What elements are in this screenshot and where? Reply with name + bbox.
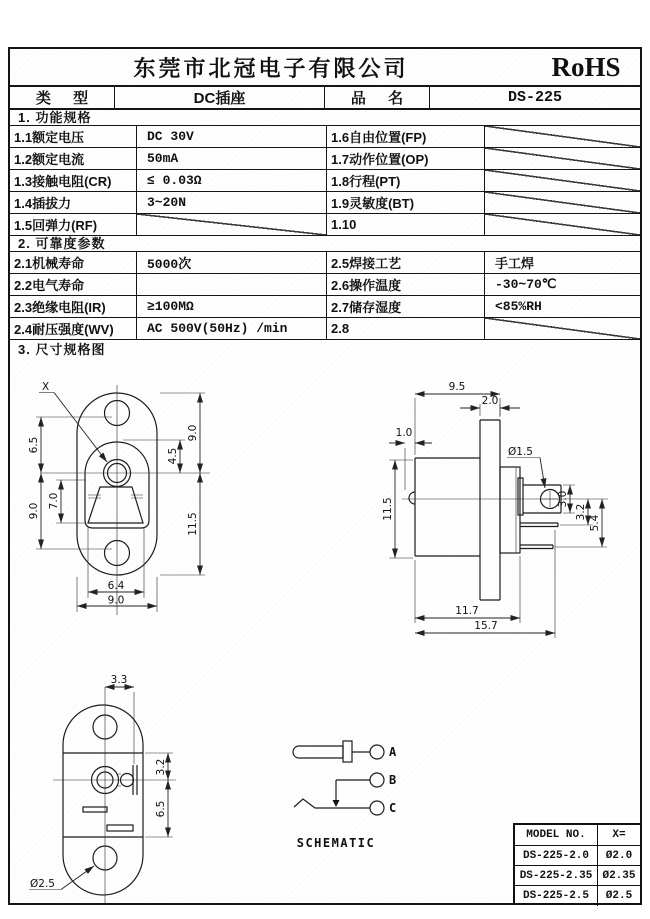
model-no: DS-225-2.5 [515,886,598,906]
dim-back-tab-offset: 3.3 [110,674,128,686]
dim-side-pin-dia: Ø1.5 [508,446,533,458]
section3-title: 3. 尺寸规格图 [18,342,106,357]
front-view [28,381,210,615]
x-dim: Ø2.5 [605,890,633,902]
spec-label: 2.6操作温度 [327,274,485,295]
schematic-diagram [293,741,397,850]
dim-front-width-inner: 6.4 [107,580,125,592]
spec-value: 5000次 [137,252,327,273]
type-label: 类 型 [10,87,115,108]
dim-front-right-lower: 11.5 [187,512,199,536]
spec-value: <85%RH [495,299,542,314]
table-row [10,126,640,148]
spec-label: 1.5回弹力(RF) [10,214,137,235]
dim-side-pin-height: 3.0 [557,490,569,508]
table-row [10,252,640,274]
spec-label: 1.4插拔力 [10,192,137,213]
table-row [10,170,640,192]
rohs-mark: RoHS [551,51,621,82]
back-view [29,674,176,903]
x-dim: Ø2.0 [605,849,633,862]
model-no: DS-225-2.35 [515,866,598,885]
dim-back-lower: 6.5 [155,800,167,818]
table-row [10,192,640,214]
spec-value-empty [485,318,640,339]
spec-value-empty [485,214,640,235]
dim-side-height: 11.5 [382,497,394,521]
table-row [515,866,640,886]
table-row [10,274,640,296]
schematic-title: SCHEMATIC [296,836,376,850]
spec-label: 1.7动作位置(OP) [327,148,485,169]
type-value: DC插座 [115,87,325,108]
model-table [513,823,642,905]
part-name-value: DS-225 [507,89,562,106]
spec-value: DC 30V [137,126,327,147]
section1-title: 1. 功能规格 [10,110,640,126]
table-row [515,886,640,906]
spec-value-empty [485,148,640,169]
section2-title: 2. 可靠度参数 [10,236,640,252]
spec-value: ≤ 0.03Ω [137,170,327,191]
spec-value: 手工焊 [495,257,535,272]
dim-back-hole-dia: Ø2.5 [30,878,55,890]
dim-side-flange: 2.0 [481,395,499,407]
dim-front-right-inner: 4.5 [167,447,179,465]
spec-label: 1.9灵敏度(BT) [327,192,485,213]
spec-value-empty [137,274,327,295]
table-row [10,214,640,236]
spec-value-empty [485,192,640,213]
company-name: 东莞市北冠电子有限公司 [133,55,409,81]
spec-label: 2.5焊接工艺 [327,252,485,273]
table-row [10,148,640,170]
side-view [382,381,608,638]
spec-label: 1.6自由位置(FP) [327,126,485,147]
schematic-terminal-a: A [389,745,397,759]
dim-side-body-depth: 11.7 [455,605,479,617]
part-name-label: 品 名 [325,87,430,108]
spec-value: -30~70℃ [495,277,557,292]
spec-label: 1.10 [327,214,485,235]
schematic-terminal-b: B [389,773,397,787]
spec-label: 2.2电气寿命 [10,274,137,295]
spec-table-1 [10,126,640,236]
dim-front-right-upper: 9.0 [187,424,199,442]
dim-front-left-upper: 6.5 [28,436,40,454]
spec-value-empty [485,126,640,147]
spec-value: 50mA [137,148,327,169]
table-row [10,318,640,340]
spec-value: ≥100MΩ [137,296,327,317]
spec-label: 1.2额定电流 [10,148,137,169]
spec-label: 2.7储存湿度 [327,296,485,317]
x-dim-header: X= [612,829,626,841]
spec-label: 2.4耐压强度(WV) [10,318,137,339]
spec-label: 2.1机械寿命 [10,252,137,273]
spec-value-empty [485,170,640,191]
dim-front-left-lower: 9.0 [28,502,40,520]
spec-value: 3~20N [137,192,327,213]
spec-value-empty [137,214,327,235]
spec-table-2 [10,252,640,340]
spec-label: 2.3绝缘电阻(IR) [10,296,137,317]
schematic-terminal-c: C [389,801,397,815]
dim-back-upper: 3.2 [155,758,167,776]
spec-label: 1.1额定电压 [10,126,137,147]
dim-front-x-label: X [42,381,50,393]
model-table-header [515,825,640,846]
dim-side-front-gap: 1.0 [395,427,413,439]
table-row [10,296,640,318]
title-row [10,49,640,87]
table-row [515,846,640,866]
spec-label: 1.8行程(PT) [327,170,485,191]
spec-label: 2.8 [327,318,485,339]
spec-label: 1.3接触电阻(CR) [10,170,137,191]
spec-value: AC 500V(50Hz) /min [137,318,327,339]
dim-front-inner-height: 7.0 [48,492,60,510]
model-no-header: MODEL NO. [515,825,598,845]
type-row [10,87,640,110]
dim-side-leg-offset: 3.2 [575,503,587,521]
x-dim: Ø2.35 [602,869,636,882]
dim-side-leg-offset2: 5.4 [589,514,601,532]
model-no: DS-225-2.0 [515,846,598,865]
dim-front-width-outer: 9.0 [107,594,125,607]
dim-side-depth: 9.5 [448,381,466,393]
dim-side-total-depth: 15.7 [474,620,498,632]
